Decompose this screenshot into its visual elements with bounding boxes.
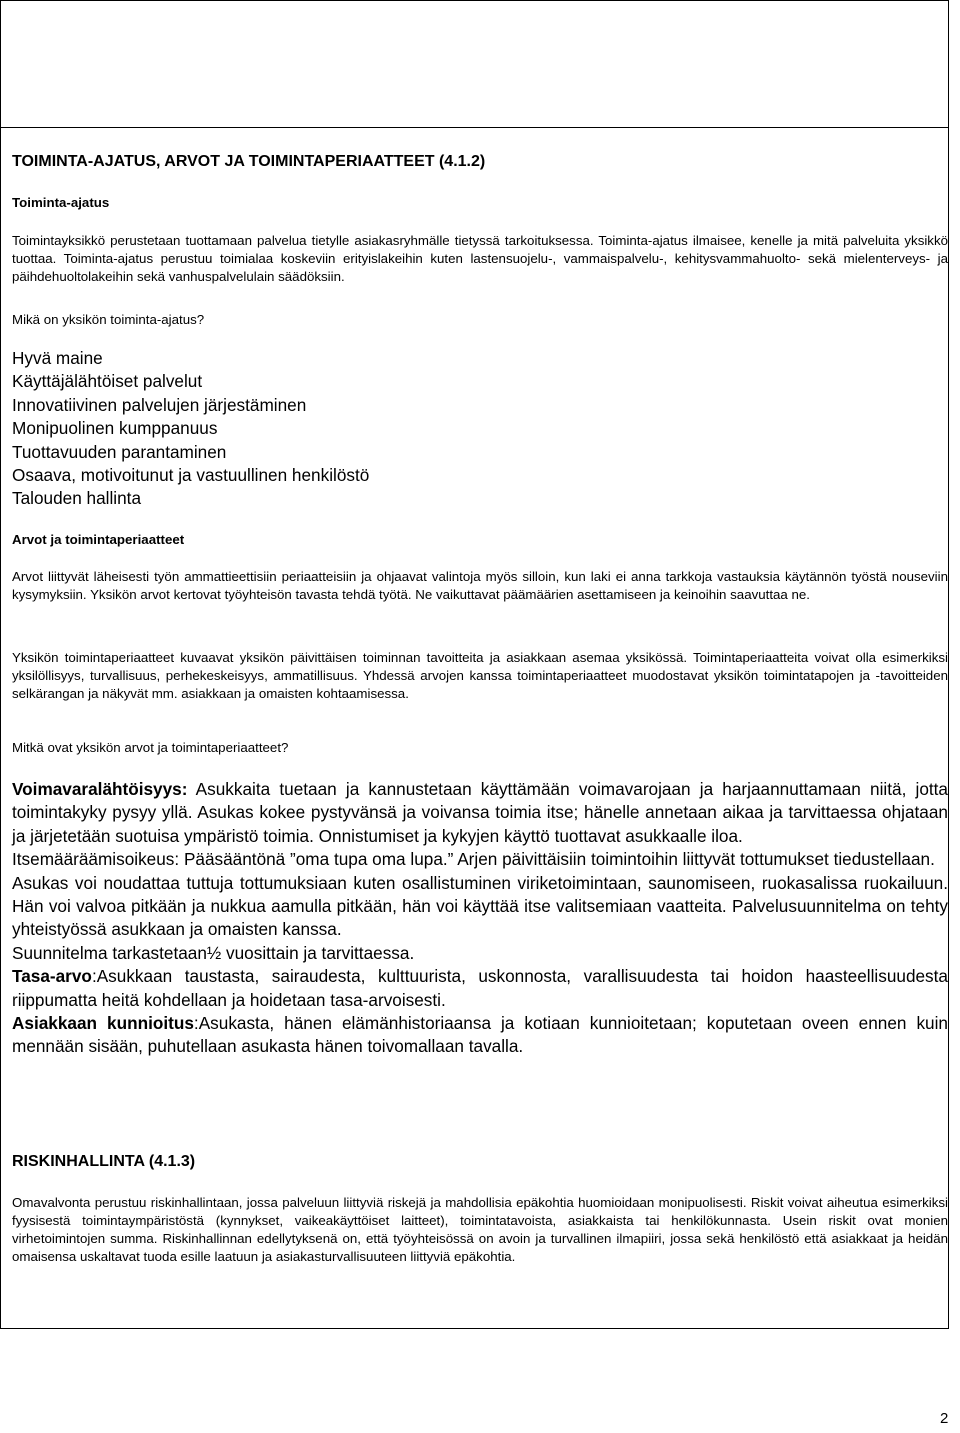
answer-itsemaaraamisoikeus: Itsemääräämisoikeus: Pääsääntönä ”oma tupa oma lupa.” Arjen päivittäisiin toimintoihin liittyvät tottumukset tiedustellaan. bbox=[12, 849, 935, 870]
answer-tottumukset: Asukas voi noudattaa tuttuja tottumuksiaan kuten osallistuminen viriketoimintaan, saunomiseen, ruokasalissa ruokailuun. Hän voi valvoa pitkään ja nukkua aamulla pitkään, hän voi käyttää itse valitsemiaan vaatteita. Palvelusuunnitelma on tehty yhteistyössä asukkaan ja omaisten kanssa. bbox=[12, 872, 948, 940]
question-arvot: Mitkä ovat yksikön arvot ja toimintaperiaatteet? bbox=[12, 740, 289, 755]
answer-list-item: Innovatiivinen palvelujen järjestäminen bbox=[12, 394, 307, 415]
values-paragraph-1: Arvot liittyvät läheisesti työn ammattieettisiin periaatteisiin ja ohjaavat valintoja myös silloin, kun laki ei anna tarkkoja vastauksia käytännön työstä nouseviin kysymyksiin. Yksikön arvot kertovat työyhteisön tavasta tehdä työtä. Ne vaikuttavat päämäärien asettamiseen ja keinoihin saavuttaa ne. bbox=[12, 569, 948, 602]
question-toiminta-ajatus: Mikä on yksikön toiminta-ajatus? bbox=[12, 312, 205, 327]
label-voimavaralahtoisyys: Voimavaralähtöisyys: bbox=[12, 779, 188, 799]
header-frame bbox=[0, 0, 949, 128]
answer-list-item: Osaava, motivoitunut ja vastuullinen henkilöstö bbox=[12, 465, 370, 486]
label-tasa-arvo: Tasa-arvo bbox=[12, 966, 92, 987]
intro-paragraph: Toimintayksikkö perustetaan tuottamaan palvelua tietylle asiakasryhmälle tietyssä tarkoituksessa. Toiminta-ajatus ilmaisee, kenelle ja mitä palveluita yksikkö tuottaa. Toiminta-ajatus perustuu toimialaa koskeviin erityislakeihin kuten lastensuojelu-, vammaispalvelu-, kehitysvammahuolto- sekä mielenterveys- ja päihdehuoltolakeihin sekä vanhuspalvelulain säädöksiin. bbox=[12, 233, 948, 284]
answer-list-item: Käyttäjälähtöiset palvelut bbox=[12, 371, 203, 392]
answer-list-item: Monipuolinen kumppanuus bbox=[12, 418, 218, 439]
values-paragraph-2: Yksikön toimintaperiaatteet kuvaavat yksikön päivittäisen toiminnan tavoitteita ja asiakkaan asemaa yksikössä. Toimintaperiaatteita voivat olla esimerkiksi yksilöllisyys, turvallisuus, perhekeskeisyys, ammatillisuus. Yhdessä arvojen kanssa toimintaperiaatteet muodostavat yksikön toimintatapojen ja -tavoitteiden selkärangan ja näkyvät mm. asiakkaan ja omaisten kohtaamisessa. bbox=[12, 650, 948, 701]
answer-list bbox=[12, 347, 948, 511]
label-asiakkaan-kunnioitus: Asiakkaan kunnioitus bbox=[12, 1013, 194, 1034]
subheading-arvot: Arvot ja toimintaperiaatteet bbox=[12, 532, 185, 547]
riskinhallinta-paragraph: Omavalvonta perustuu riskinhallintaan, jossa palveluun liittyviä riskejä ja mahdollisia epäkohtia huomioidaan monipuolisesti. Riskit voivat aiheutua esimerkiksi fyysisestä toimintaympäristöstä (kynnykset, vaikeakäyttöiset laitteet), toimintatavoista, asiakkaista tai henkilökunnasta. Usein riskit ovat monien virhetoimintojen summa. Riskinhallinnan edellytyksenä on, että työyhteisössä on avoin ja turvallinen ilmapiiri, jossa sekä henkilöstö että asiakkaat ja heidän omaisensa uskaltavat tuoda esille laatuun ja asiakasturvallisuuteen liittyviä epäkohtia. bbox=[12, 1195, 948, 1264]
section-title-toiminta-ajatus: TOIMINTA-AJATUS, ARVOT JA TOIMINTAPERIAATTEET (4.1.2) bbox=[12, 153, 486, 170]
answer-list-item: Hyvä maine bbox=[12, 348, 103, 368]
answer-list-item: Talouden hallinta bbox=[12, 488, 142, 509]
answer-voimavaralahtoisyys: Voimavaralähtöisyys: Asukkaita tuetaan ja kannustetaan käyttämään voimavarojaan ja harjaannuttamaan niitä, jotta toimintakyky pysyy yllä. Asukas kokee pystyvänsä ja voivansa toimia itse; hänelle annetaan aikaa ja tarvittaessa ohjataan ja järjetetään suotuisa ympäristö toimia. Onnistumiset ja kykyjen käyttö tuottavat asukkaalle iloa. bbox=[12, 779, 948, 846]
answer-suunnitelma: Suunnitelma tarkastetaan½ vuosittain ja tarvittaessa. bbox=[12, 942, 415, 963]
page-number: 2 bbox=[940, 1410, 949, 1427]
section-title-riskinhallinta: RISKINHALLINTA (4.1.3) bbox=[12, 1153, 196, 1170]
content-frame bbox=[0, 127, 949, 1329]
values-answer bbox=[12, 778, 948, 1059]
answer-asiakkaan-kunnioitus: Asiakkaan kunnioitus:Asukasta, hänen elämänhistoriaansa ja kotiaan kunnioitetaan; koputetaan oveen ennen kuin mennään sisään, puhutellaan asukasta hänen toivomallaan tavalla. bbox=[12, 1013, 948, 1057]
answer-list-item: Tuottavuuden parantaminen bbox=[12, 441, 227, 462]
answer-tasa-arvo: Tasa-arvo:Asukkaan taustasta, sairaudesta, kulttuurista, uskonnosta, varallisuudesta tai hoidon haasteellisuudesta riippumatta heitä kohdellaan ja hoidetaan tasa-arvoisesti. bbox=[12, 966, 948, 1010]
subheading-toiminta-ajatus: Toiminta-ajatus bbox=[12, 195, 110, 210]
